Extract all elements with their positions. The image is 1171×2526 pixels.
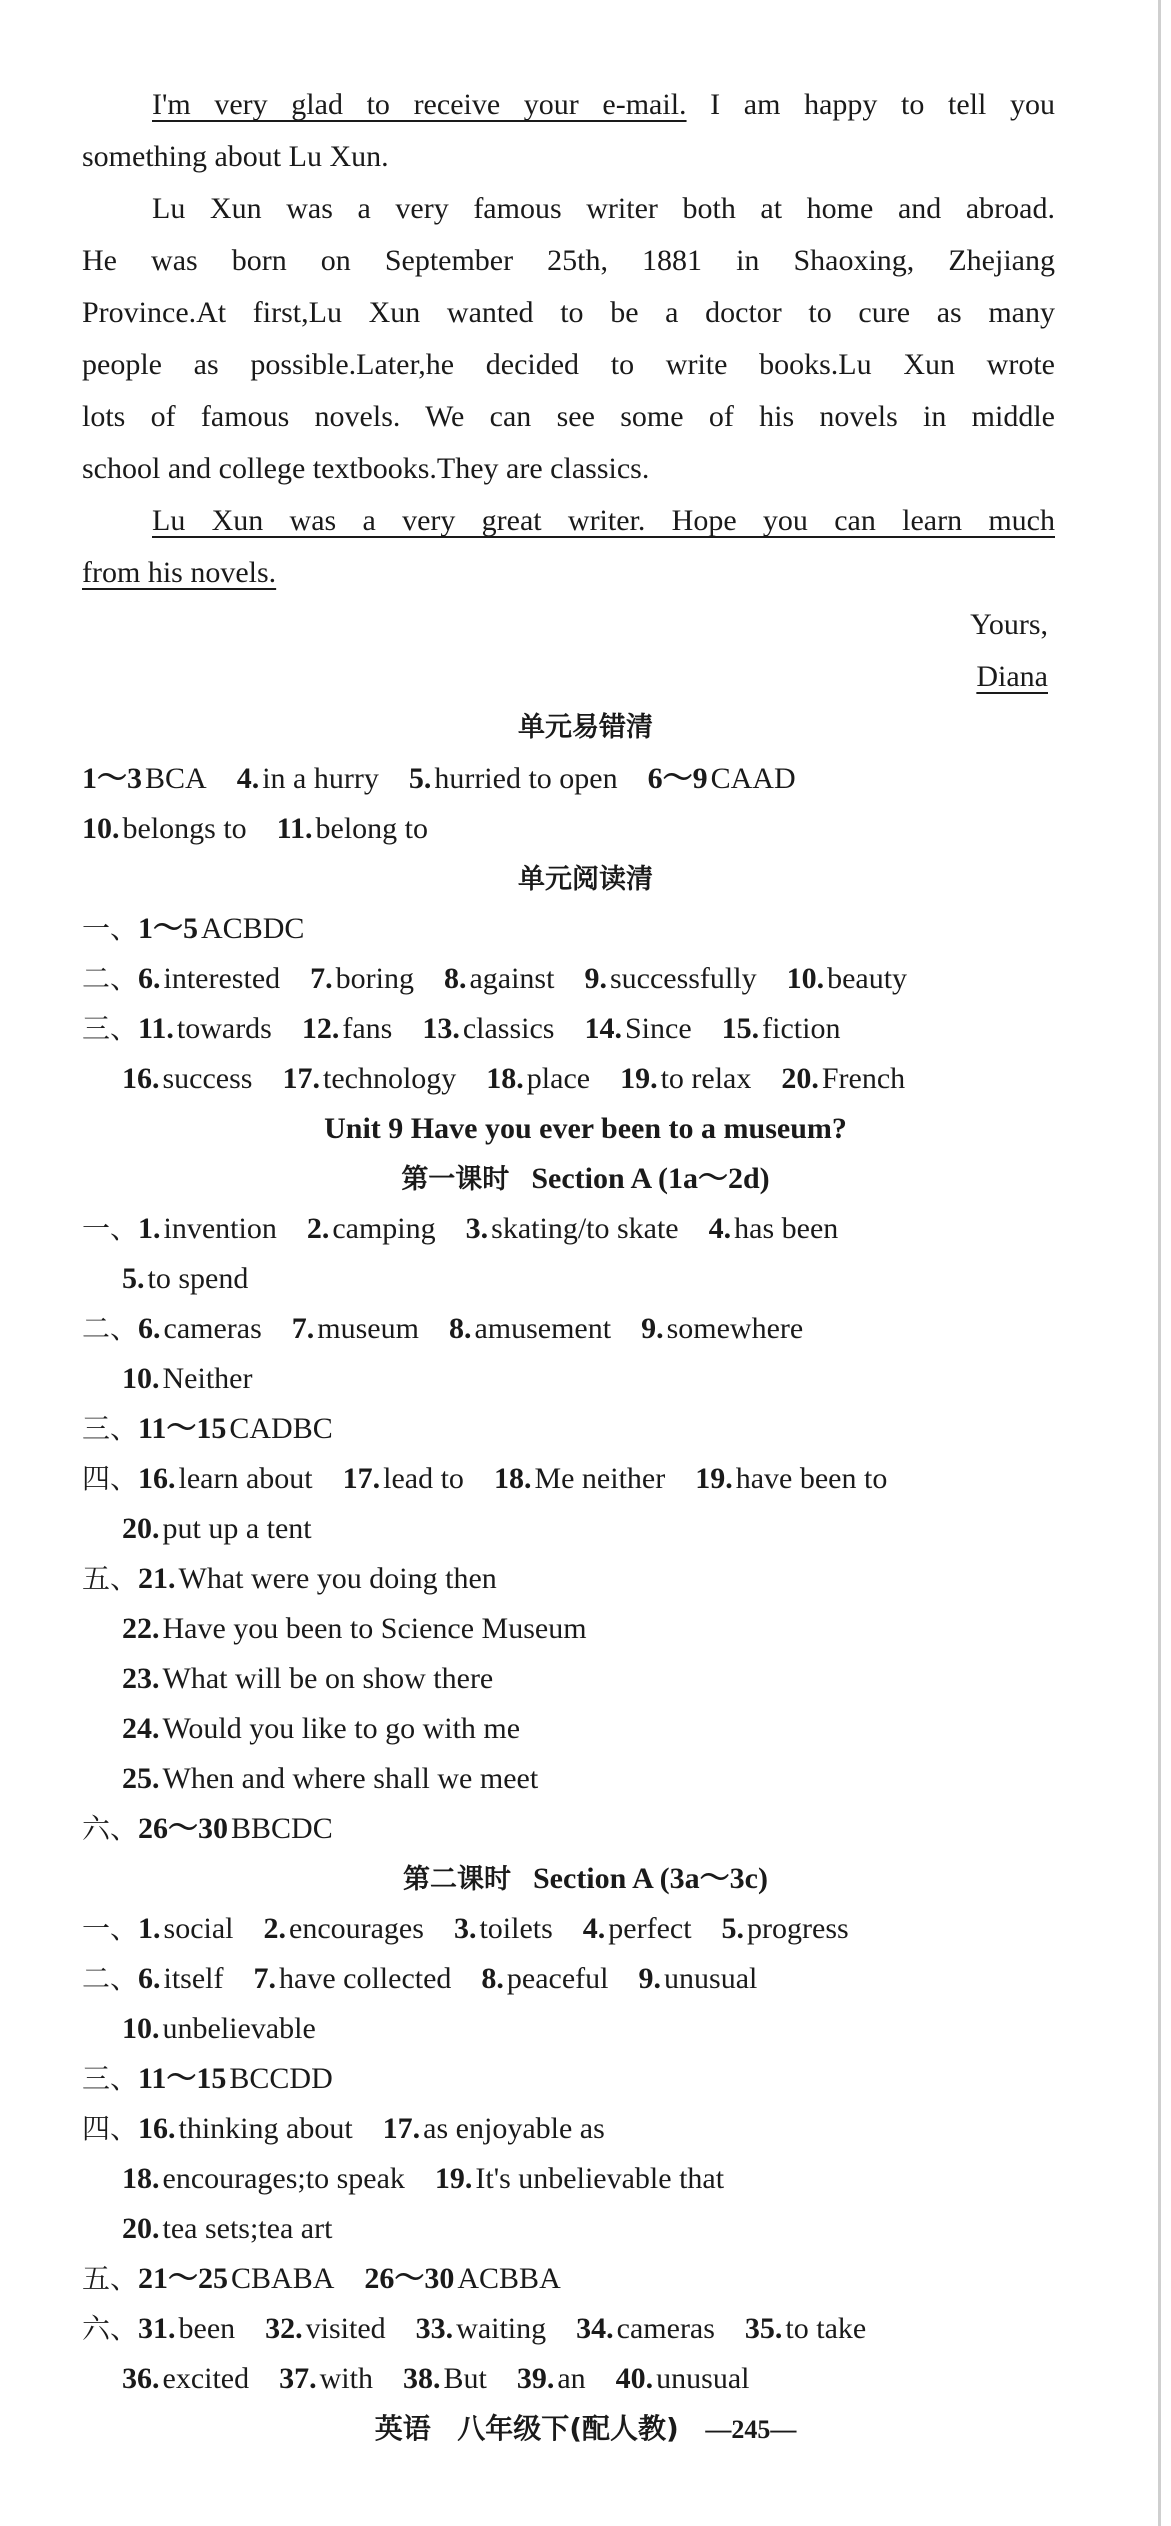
answer-item [576, 2312, 715, 2345]
answer-item [486, 1062, 590, 1095]
question-number: 4. [236, 762, 260, 795]
question-group-label: 一、 [82, 912, 139, 945]
question-group-label: 三、 [82, 2062, 139, 2095]
answer-text: cameras [163, 1312, 262, 1345]
letter-p1-line1: I'm very glad to receive your e-mail. I am happy to tell you [152, 88, 1055, 121]
question-number: 14. [584, 1012, 622, 1045]
answer-item [722, 1012, 841, 1045]
question-group-label: 三、 [82, 1412, 139, 1445]
question-number: 24. [122, 1712, 160, 1745]
answer-item [641, 1312, 803, 1345]
answer-item [254, 1962, 452, 1995]
answer-line [122, 1606, 617, 1652]
answer-text: Neither [162, 1362, 253, 1395]
answer-text: BBCDC [231, 1812, 333, 1845]
answer-line [122, 1506, 342, 1552]
answer-text: peaceful [506, 1962, 609, 1995]
answer-item [122, 2012, 316, 2045]
answer-text: encourages [289, 1912, 424, 1945]
answer-item [620, 1062, 751, 1095]
letter-p3-line2: from his novels. [82, 556, 277, 589]
footer-subject: 英语 [374, 2412, 431, 2445]
answer-item [138, 962, 280, 995]
answer-line [82, 1006, 870, 1052]
answer-text: amusement [474, 1312, 612, 1345]
question-number: 1～3 [82, 762, 142, 795]
answer-item [481, 1962, 608, 1995]
question-number: 16. [138, 2112, 176, 2145]
answer-text: BCCDD [229, 2062, 333, 2095]
question-number: 10. [122, 1362, 160, 1395]
answer-text: fans [342, 1012, 393, 1045]
answer-text: But [443, 2362, 487, 2395]
answer-text: have been to [735, 1462, 888, 1495]
question-number: 6. [138, 1962, 161, 1995]
answer-item [409, 762, 618, 795]
answer-item [138, 1912, 233, 1945]
question-number: 4. [708, 1212, 732, 1245]
letter-p2-line: people as possible.Later,he decided to write books.Lu Xun wrote [82, 348, 1055, 381]
question-number: 9. [641, 1312, 664, 1345]
lesson2-title: 第二课时 Section A (3a～3c) [403, 1862, 768, 1895]
answer-item [265, 2312, 386, 2345]
answer-text: boring [335, 962, 414, 995]
answer-item [695, 1462, 887, 1495]
answer-text: success [162, 1062, 253, 1095]
answer-item [302, 1012, 392, 1045]
question-number: 23. [122, 1662, 160, 1695]
answer-line [122, 2206, 362, 2252]
answer-text: perfect [608, 1912, 692, 1945]
answer-text: waiting [456, 2312, 547, 2345]
unit-title: Unit 9 Have you ever been to a museum? [324, 1112, 847, 1145]
answer-item [584, 962, 756, 995]
question-number: 17. [382, 2112, 421, 2145]
question-number: 12. [301, 1012, 340, 1045]
page-number: —245— [705, 2415, 797, 2444]
answer-line [82, 1956, 787, 2002]
answer-line [82, 1406, 363, 1452]
answer-text: tea sets;tea art [162, 2212, 333, 2245]
question-number: 7. [253, 1962, 277, 1995]
answer-item [279, 2362, 373, 2395]
answer-item [122, 2212, 332, 2245]
question-number: 32. [265, 2312, 303, 2345]
question-number: 21～25 [138, 2262, 229, 2295]
question-number: 8. [443, 962, 467, 995]
question-number: 21. [138, 1562, 176, 1595]
answer-item [444, 962, 554, 995]
answer-text: as enjoyable as [423, 2112, 605, 2145]
answer-text: to relax [660, 1062, 752, 1095]
question-number: 25. [122, 1762, 160, 1795]
question-group-label: 四、 [82, 1462, 139, 1495]
answer-item [494, 1462, 665, 1495]
answer-item [122, 1362, 252, 1395]
answer-item [403, 2362, 487, 2395]
answer-item [343, 1462, 464, 1495]
answer-text: have collected [279, 1962, 452, 1995]
answer-item [517, 2362, 586, 2395]
question-number: 22. [122, 1612, 160, 1645]
answer-item [787, 962, 907, 995]
answer-text: belong to [315, 812, 429, 845]
question-number: 9. [638, 1962, 662, 1995]
question-number: 7. [310, 962, 333, 995]
answer-item [454, 1912, 553, 1945]
answer-text: learn about [178, 1462, 313, 1495]
letter-p2-line: school and college textbooks.They are classics. [82, 452, 650, 485]
answer-text: itself [163, 1962, 224, 1995]
question-number: 37. [279, 2362, 317, 2395]
answer-text: excited [162, 2362, 250, 2395]
answer-item [82, 762, 207, 795]
answer-line [82, 1206, 868, 1252]
question-group-label: 六、 [82, 1812, 139, 1845]
answer-text: When and where shall we meet [162, 1762, 539, 1795]
answer-line [122, 2006, 346, 2052]
page-edge [1158, 0, 1161, 2526]
answer-item [310, 962, 414, 995]
question-number: 17. [342, 1462, 381, 1495]
answer-text: fiction [762, 1012, 841, 1045]
question-number: 19. [620, 1062, 658, 1095]
answer-item [639, 1962, 758, 1995]
answer-text: thinking about [178, 2112, 353, 2145]
answer-item [616, 2362, 750, 2395]
answer-text: somewhere [666, 1312, 804, 1345]
answer-line [82, 2256, 591, 2302]
question-number: 20. [781, 1062, 819, 1095]
answer-line [82, 1556, 527, 1602]
answer-text: encourages;to speak [162, 2162, 405, 2195]
question-number: 2. [263, 1912, 286, 1945]
question-number: 10. [82, 812, 120, 845]
question-number: 18. [122, 2162, 160, 2195]
question-number: 7. [291, 1312, 315, 1345]
letter-p3-line1: Lu Xun was a very great writer. Hope you can learn much [152, 504, 1055, 537]
answer-text: ACBBA [457, 2262, 561, 2295]
answer-line [82, 906, 334, 952]
question-number: 1. [138, 1912, 161, 1945]
answer-text: unbelievable [162, 2012, 316, 2045]
answer-item [781, 1062, 905, 1095]
question-number: 16. [122, 1062, 160, 1095]
answer-line [82, 2306, 896, 2352]
answer-item [383, 2112, 605, 2145]
answer-text: has been [734, 1212, 839, 1245]
question-group-label: 四、 [82, 2112, 139, 2145]
answer-text: French [821, 1062, 906, 1095]
answer-line [122, 1756, 568, 1802]
answer-text: place [526, 1062, 591, 1095]
answer-text: museum [317, 1312, 419, 1345]
answer-text: social [163, 1912, 234, 1945]
answer-text: towards [176, 1012, 272, 1045]
answer-text: CAAD [710, 762, 796, 795]
question-group-label: 二、 [82, 1962, 139, 1995]
answer-text: CBABA [231, 2262, 335, 2295]
answer-text: What were you doing then [178, 1562, 497, 1595]
letter-p2-line: lots of famous novels. We can see some of his novels in middle [82, 400, 1055, 433]
question-number: 4. [582, 1912, 606, 1945]
question-number: 18. [486, 1062, 524, 1095]
answer-text: been [178, 2312, 236, 2345]
question-number: 8. [481, 1962, 504, 1995]
question-number: 39. [516, 2362, 555, 2395]
answer-text: in a hurry [262, 762, 379, 795]
answer-text: beauty [827, 962, 908, 995]
answer-text: skating/to skate [491, 1212, 679, 1245]
answer-text: Since [624, 1012, 692, 1045]
question-group-label: 五、 [82, 2262, 139, 2295]
answer-text: ACBDC [201, 912, 305, 945]
question-number: 17. [282, 1062, 320, 1095]
answer-text: progress [747, 1912, 849, 1945]
answer-item [138, 1212, 277, 1245]
answer-text: classics [462, 1012, 555, 1045]
answer-line [82, 1306, 833, 1352]
answer-item [82, 812, 247, 845]
letter-p2-line: Lu Xun was a very famous writer both at home and abroad. [152, 192, 1055, 225]
answer-text: unusual [664, 1962, 758, 1995]
answer-item [138, 912, 304, 945]
answer-item [422, 1012, 554, 1045]
answer-item [138, 1312, 262, 1345]
answer-item [416, 2312, 547, 2345]
answer-item [583, 1912, 692, 1945]
question-number: 20. [122, 1512, 160, 1545]
answer-text: hurried to open [434, 762, 618, 795]
answer-item [122, 2362, 249, 2395]
question-number: 1～5 [138, 912, 199, 945]
question-group-label: 六、 [82, 2312, 139, 2345]
answer-item [138, 1462, 313, 1495]
question-group-label: 二、 [82, 962, 139, 995]
question-number: 16. [138, 1462, 176, 1495]
question-number: 9. [584, 962, 607, 995]
answer-text: an [557, 2362, 586, 2395]
answer-text: visited [305, 2312, 386, 2345]
letter-p1-line2: something about Lu Xun. [82, 140, 389, 173]
question-number: 6～9 [647, 762, 708, 795]
answer-line [82, 2106, 635, 2152]
answer-text: What will be on show there [162, 1662, 494, 1695]
question-number: 10. [786, 962, 825, 995]
answer-text: with [319, 2362, 373, 2395]
answer-text: Would you like to go with me [162, 1712, 521, 1745]
answer-line [82, 1806, 363, 1852]
question-group-label: 五、 [82, 1562, 139, 1595]
answer-item [709, 1212, 839, 1245]
answer-line [122, 1056, 935, 1102]
page-footer [0, 2406, 1171, 2453]
answer-item [122, 1062, 252, 1095]
answer-item [122, 2162, 405, 2195]
answer-text: belongs to [122, 812, 247, 845]
question-number: 35. [744, 2312, 783, 2345]
answer-item [282, 1062, 456, 1095]
question-number: 5. [122, 1262, 145, 1295]
answer-item [138, 1812, 333, 1845]
answer-item [138, 1562, 497, 1595]
answer-text: to spend [147, 1262, 249, 1295]
answer-line [122, 1256, 278, 1302]
section-title-errors: 单元易错清 [518, 712, 653, 743]
question-group-label: 二、 [82, 1312, 139, 1345]
answer-item [122, 1262, 248, 1295]
answer-text: cameras [616, 2312, 715, 2345]
answer-text: unusual [656, 2362, 750, 2395]
question-number: 20. [122, 2212, 160, 2245]
answer-item [138, 1012, 272, 1045]
answer-line [82, 1906, 879, 1952]
question-number: 10. [122, 2012, 160, 2045]
answer-item [138, 1412, 333, 1445]
answer-item [466, 1212, 679, 1245]
answer-item [449, 1312, 611, 1345]
answer-line [82, 756, 826, 802]
answer-text: Have you been to Science Museum [162, 1612, 587, 1645]
answer-line [82, 806, 458, 852]
answer-item [292, 1312, 419, 1345]
question-number: 19. [434, 2162, 473, 2195]
answer-item [364, 2262, 560, 2295]
question-number: 31. [138, 2312, 176, 2345]
letter-p2-line: He was born on September 25th, 1881 in Shaoxing, Zhejiang [82, 244, 1055, 277]
answer-text: BCA [145, 762, 207, 795]
section-title-reading: 单元阅读清 [518, 864, 653, 895]
question-number: 38. [402, 2362, 441, 2395]
answer-text: interested [163, 962, 281, 995]
question-number: 36. [122, 2362, 160, 2395]
answer-text: lead to [383, 1462, 464, 1495]
answer-item [264, 1912, 424, 1945]
answer-line [82, 1456, 917, 1502]
answer-item [237, 762, 379, 795]
question-number: 8. [448, 1312, 472, 1345]
answer-item [307, 1212, 436, 1245]
answer-text: successfully [609, 962, 757, 995]
answer-line [82, 956, 937, 1002]
question-number: 3. [465, 1212, 489, 1245]
answer-item [435, 2162, 724, 2195]
question-number: 33. [415, 2312, 454, 2345]
question-number: 15. [721, 1012, 760, 1045]
answer-item [122, 1662, 493, 1695]
question-number: 34. [576, 2312, 614, 2345]
answer-text: toilets [479, 1912, 553, 1945]
answer-item [745, 2312, 866, 2345]
answer-item [122, 1712, 520, 1745]
letter-p2-line: Province.At first,Lu Xun wanted to be a doctor to cure as many [82, 296, 1055, 329]
answer-item [138, 2062, 333, 2095]
question-number: 40. [615, 2362, 654, 2395]
question-number: 11～15 [138, 1412, 227, 1445]
question-number: 1. [138, 1212, 161, 1245]
question-number: 13. [422, 1012, 460, 1045]
question-number: 11～15 [138, 2062, 227, 2095]
question-number: 5. [721, 1912, 745, 1945]
answer-item [138, 2312, 235, 2345]
answer-text: to take [785, 2312, 867, 2345]
answer-item [277, 812, 428, 845]
answer-text: put up a tent [162, 1512, 312, 1545]
answer-item [122, 1612, 587, 1645]
question-number: 26～30 [364, 2262, 455, 2295]
answer-item [138, 2112, 353, 2145]
answer-item [648, 762, 796, 795]
answer-line [122, 1706, 550, 1752]
answer-text: CADBC [229, 1412, 333, 1445]
footer-grade: 八年级下(配人教) [457, 2412, 679, 2445]
letter-closing: Yours, [970, 608, 1048, 641]
answer-item [722, 1912, 849, 1945]
question-group-label: 三、 [82, 1012, 139, 1045]
question-number: 5. [408, 762, 432, 795]
answer-item [122, 1512, 312, 1545]
answer-item [138, 1962, 224, 1995]
answer-line [82, 2056, 363, 2102]
question-number: 6. [138, 962, 161, 995]
lesson1-title: 第一课时 Section A (1a～2d) [401, 1162, 770, 1195]
answer-item [584, 1012, 691, 1045]
answer-text: It's unbelievable that [475, 2162, 725, 2195]
letter-signature: Diana [976, 660, 1048, 693]
answer-line [122, 1656, 523, 1702]
question-group-label: 一、 [82, 1212, 139, 1245]
answer-text: Me neither [534, 1462, 666, 1495]
answer-item [138, 2262, 334, 2295]
question-number: 26～30 [138, 1812, 229, 1845]
question-number: 6. [138, 1312, 161, 1345]
answer-text: invention [163, 1212, 277, 1245]
answer-line [122, 1356, 282, 1402]
underlined-sentence: I'm very glad to receive your e-mail. [152, 88, 687, 121]
answer-text: camping [332, 1212, 436, 1245]
answer-line [122, 2356, 779, 2402]
answer-line [122, 2156, 754, 2202]
answer-item [122, 1762, 538, 1795]
question-number: 18. [493, 1462, 532, 1495]
question-group-label: 一、 [82, 1912, 139, 1945]
question-number: 2. [306, 1212, 330, 1245]
question-number: 11. [276, 812, 313, 845]
answer-text: against [469, 962, 555, 995]
question-number: 11. [138, 1012, 174, 1045]
question-number: 3. [453, 1912, 477, 1945]
answer-text: technology [322, 1062, 457, 1095]
question-number: 19. [695, 1462, 733, 1495]
